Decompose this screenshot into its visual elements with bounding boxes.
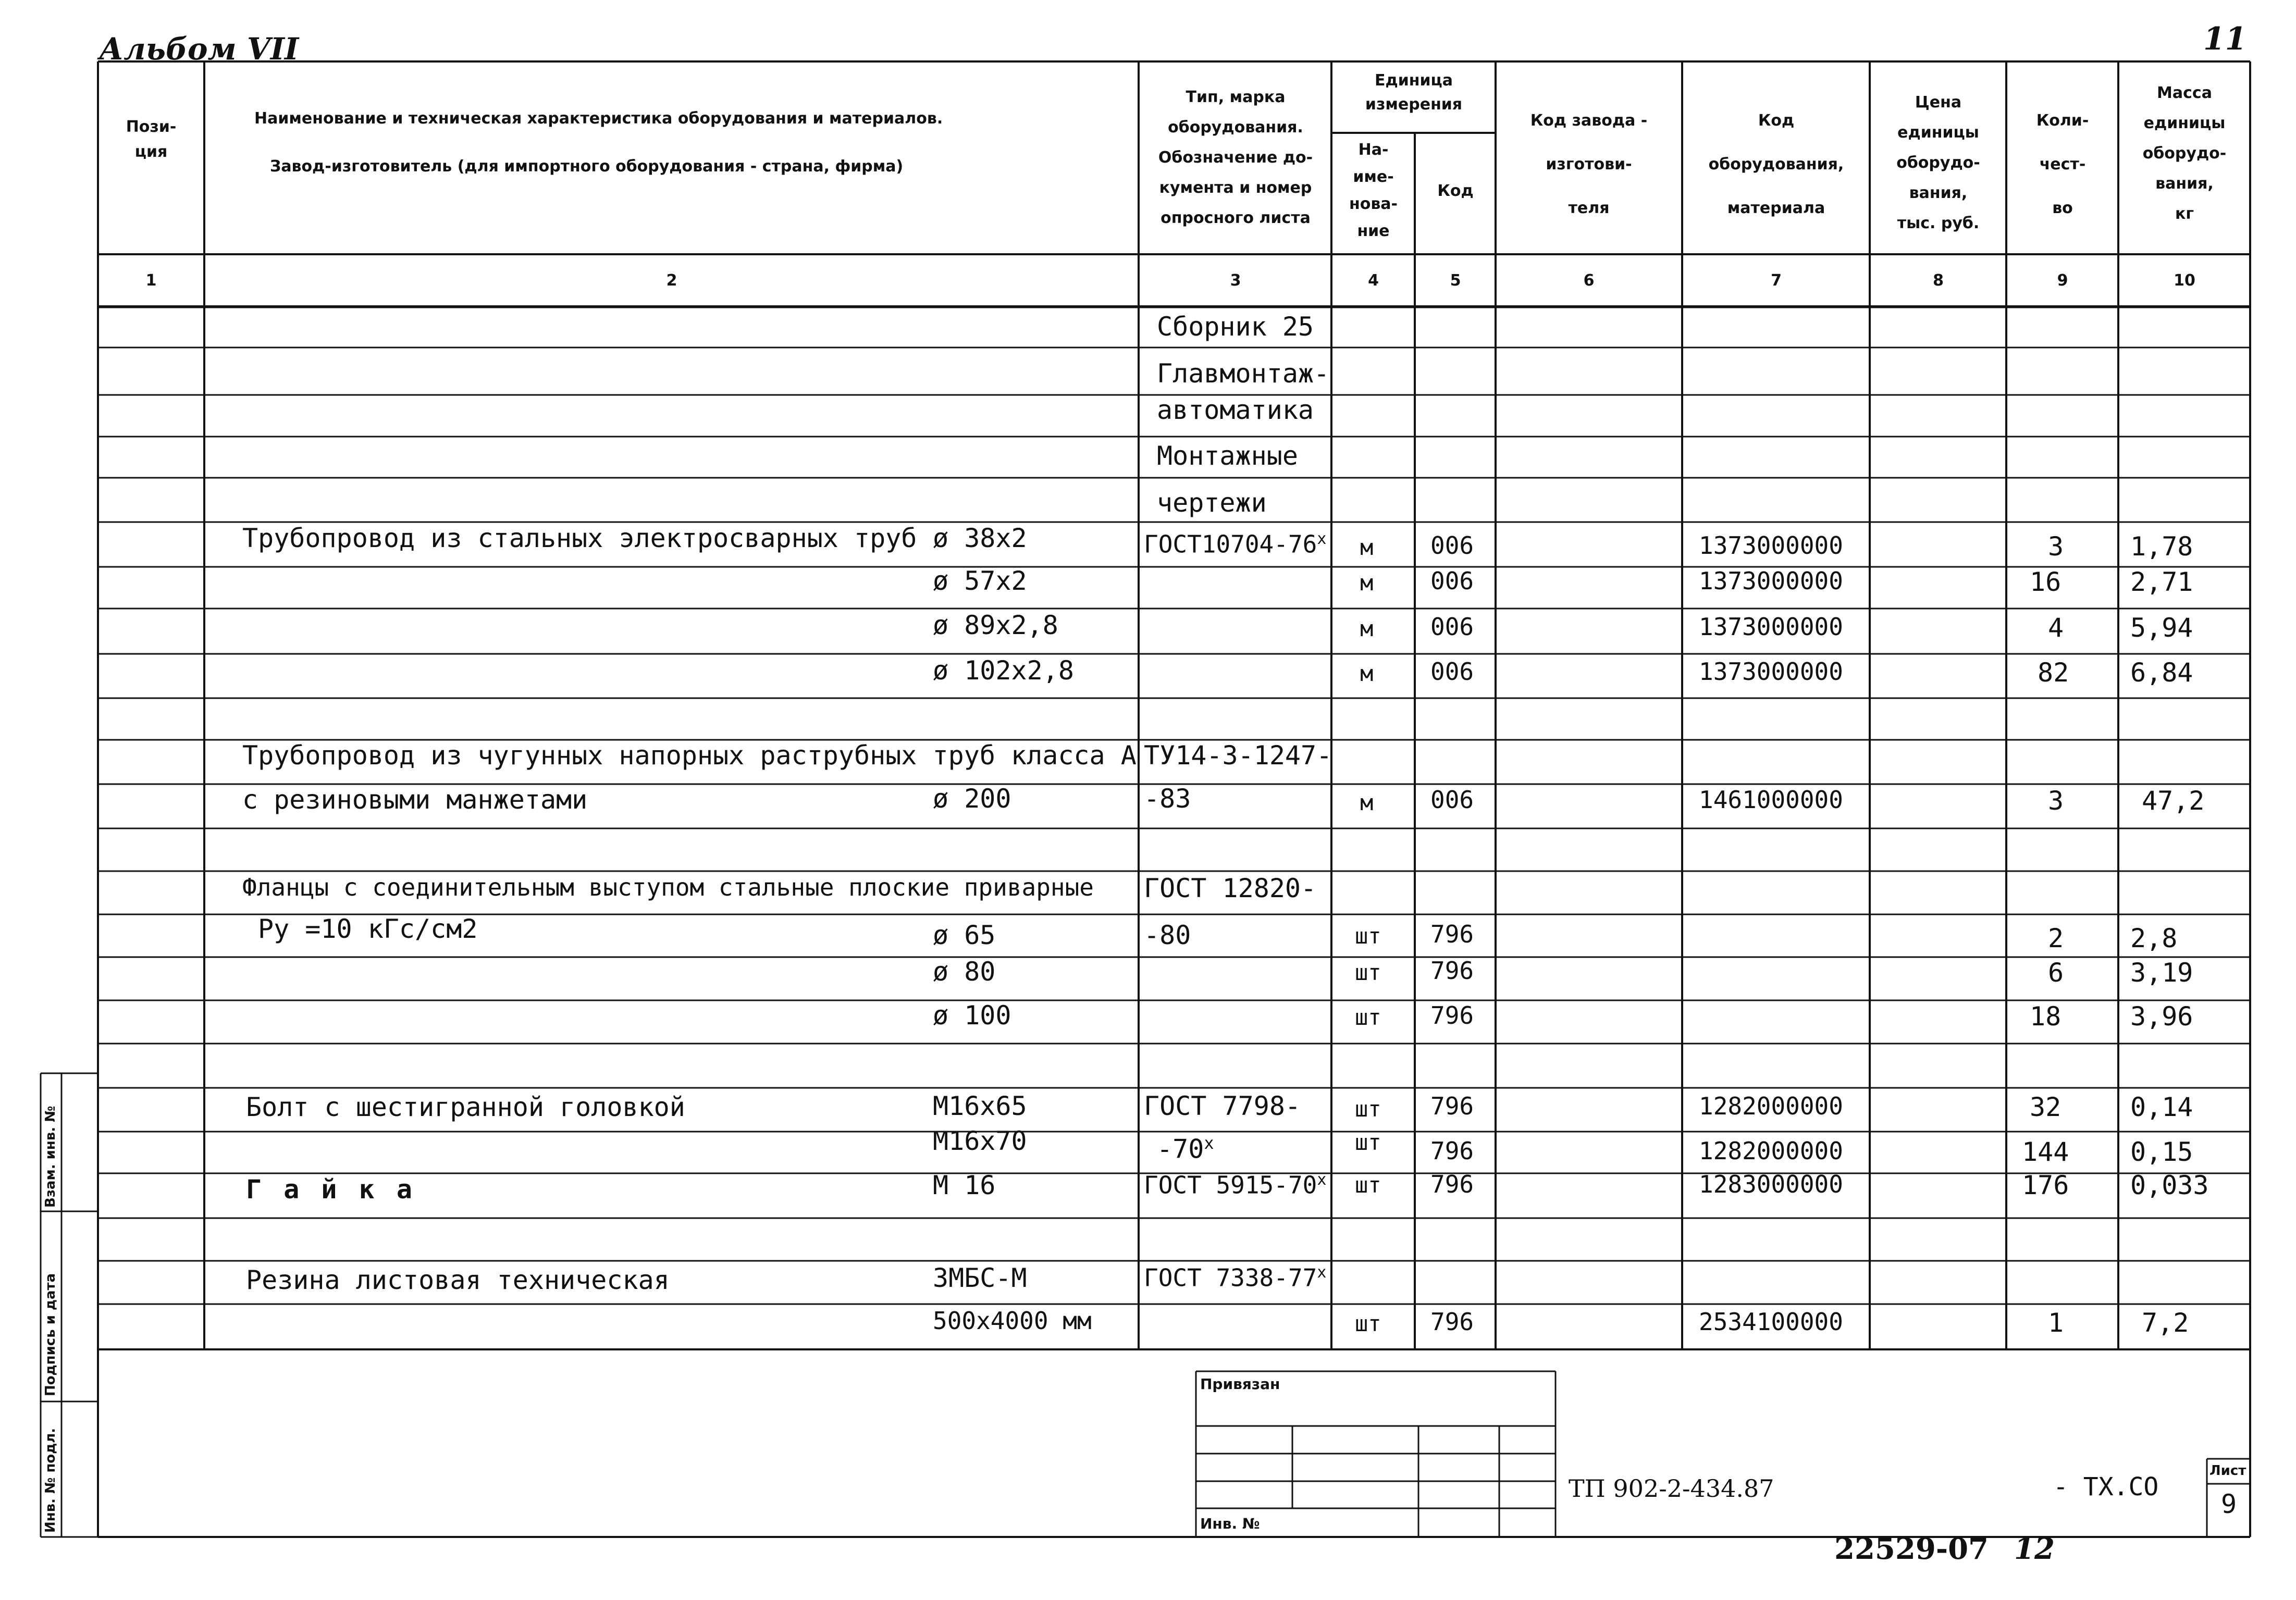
quantity: 3 (2048, 531, 2064, 562)
quantity: 32 (2030, 1092, 2062, 1122)
mass: 3,19 (2130, 958, 2193, 988)
footer-code: 22529-07 (1834, 1532, 1989, 1566)
equipment-code: 1373000000 (1699, 567, 1843, 595)
footer-page: 12 (2014, 1532, 2055, 1566)
unit-code: 006 (1430, 658, 1474, 686)
item-spec: М16x65 (933, 1091, 1027, 1121)
item-spec: М16x70 (933, 1126, 1027, 1156)
side-vzam: Взам. инв. № (43, 1106, 58, 1208)
mass: 2,8 (2130, 923, 2178, 953)
unit-code: 796 (1430, 920, 1474, 948)
mass: 5,94 (2130, 613, 2193, 643)
unit-code: 796 (1430, 957, 1474, 985)
item-name: Резина листовая техническая (246, 1265, 670, 1295)
unit-name: шт (1355, 960, 1381, 985)
header-name-line1: Наименование и техническая характеристика оборудования и материалов. (254, 109, 943, 128)
type-cell: -80 (1144, 920, 1191, 950)
type-cell: ТУ14-3-1247- (1144, 740, 1332, 771)
col-number: 9 (2057, 271, 2068, 290)
type-cell: -83 (1144, 784, 1191, 814)
quantity: 18 (2030, 1001, 2062, 1032)
equipment-code: 1373000000 (1699, 658, 1843, 686)
unit-code: 006 (1430, 786, 1474, 814)
col-number: 2 (666, 271, 677, 290)
equipment-code: 1373000000 (1699, 531, 1843, 560)
col-number: 8 (1933, 271, 1944, 290)
doc-number: ТП 902-2-434.87 (1569, 1474, 1774, 1503)
header-factory-code: Код завода - изготови- теля (1530, 111, 1648, 217)
col-number: 6 (1583, 271, 1595, 290)
mass: 0,14 (2130, 1092, 2193, 1122)
header-name-line2: Завод-изготовитель (для импортного оборудования - страна, фирма) (270, 157, 904, 176)
type-cell: -70$^x$ (1157, 1133, 1214, 1164)
item-name: Г а й к а (246, 1174, 415, 1205)
header-price: Цена единицы оборудо- вания, тыс. руб. (1896, 93, 1980, 232)
type-cell: ГОСТ 7338-77$^x$ (1144, 1263, 1327, 1292)
type-cell: ГОСТ10704-76$^x$ (1144, 530, 1327, 559)
quantity: 6 (2048, 958, 2064, 988)
item-spec: ø 80 (933, 957, 996, 987)
quantity: 144 (2022, 1137, 2069, 1167)
header-unit-name: На- име- нова- ние (1349, 141, 1398, 240)
doc-suffix: - ТХ.СО (2053, 1472, 2159, 1502)
unit-code: 796 (1430, 1170, 1474, 1198)
stamp-inv-no: Инв. № (1200, 1515, 1260, 1532)
unit-name: м (1360, 661, 1374, 686)
item-spec: М 16 (933, 1170, 996, 1200)
side-inv-podl: Инв. № подл. (43, 1428, 58, 1533)
header-type: Тип, марка оборудования. Обозначение до- кумента и номер опросного листа (1158, 88, 1313, 227)
col-number: 3 (1230, 271, 1241, 290)
item-name: Трубопровод из чугунных напорных раструбных труб класса А (242, 740, 1137, 771)
type-cell: Монтажные (1157, 441, 1298, 471)
type-cell: Главмонтаж- (1157, 358, 1330, 389)
item-spec: ø 38x2 (933, 523, 1027, 553)
equipment-code: 1282000000 (1699, 1137, 1843, 1165)
mass: 3,96 (2130, 1001, 2193, 1032)
equipment-code: 1373000000 (1699, 613, 1843, 641)
unit-code: 796 (1430, 1001, 1474, 1030)
equipment-code: 1282000000 (1699, 1092, 1843, 1120)
item-name: Ру =10 кГс/см2 (258, 914, 478, 944)
quantity: 3 (2048, 786, 2064, 816)
equipment-code: 1461000000 (1699, 786, 1843, 814)
item-name: Трубопровод из стальных электросварных труб (242, 523, 917, 553)
header-mass: Масса единицы оборудо- вания, кг (2142, 84, 2227, 223)
unit-code: 796 (1430, 1308, 1474, 1336)
item-spec: ЗМБС-М (933, 1263, 1027, 1293)
unit-name: м (1360, 616, 1374, 641)
unit-name: шт (1355, 923, 1381, 949)
unit-code: 796 (1430, 1137, 1474, 1165)
page-number: 11 (2203, 21, 2247, 57)
unit-name: шт (1355, 1172, 1381, 1198)
unit-name: м (1360, 535, 1374, 560)
mass: 0,15 (2130, 1137, 2193, 1167)
mass: 47,2 (2142, 786, 2205, 816)
unit-name: м (1360, 790, 1374, 815)
mass: 7,2 (2142, 1308, 2189, 1338)
item-spec: ø 200 (933, 784, 1011, 814)
unit-name: шт (1355, 1096, 1381, 1122)
item-name: Фланцы с соединительным выступом стальные плоские приварные (242, 873, 1094, 901)
sheet-label: Лист (2209, 1463, 2246, 1479)
col-number: 7 (1771, 271, 1782, 290)
quantity: 82 (2038, 658, 2069, 688)
sheet-number: 9 (2221, 1489, 2237, 1519)
unit-code: 796 (1430, 1092, 1474, 1120)
header-quantity: Коли- чест- во (2036, 111, 2089, 217)
header-position: Пози- ция (126, 118, 177, 161)
mass: 2,71 (2130, 567, 2193, 597)
quantity: 16 (2030, 567, 2062, 597)
quantity: 4 (2048, 613, 2064, 643)
mass: 1,78 (2130, 531, 2193, 562)
type-cell: ГОСТ 7798- (1144, 1091, 1301, 1121)
equipment-code: 2534100000 (1699, 1308, 1843, 1336)
col-number: 4 (1368, 271, 1379, 290)
stamp-privyazan: Привязан (1200, 1375, 1280, 1393)
type-cell: ГОСТ 12820- (1144, 873, 1317, 903)
item-name: с резиновыми манжетами (242, 785, 588, 815)
type-cell: Сборник 25 (1157, 312, 1314, 342)
col-number: 1 (145, 271, 157, 290)
col-number: 5 (1450, 271, 1461, 290)
unit-code: 006 (1430, 613, 1474, 641)
side-podpis: Подпись и дата (43, 1273, 58, 1396)
header-equipment-code: Код оборудования, материала (1708, 111, 1844, 217)
item-name: Болт с шестигранной головкой (246, 1092, 685, 1122)
unit-name: шт (1355, 1311, 1381, 1336)
album-label: Альбом VII (99, 31, 299, 67)
header-unit-code: Код (1437, 182, 1474, 200)
item-spec: ø 65 (933, 920, 996, 950)
header-unit-group: Единица измерения (1365, 71, 1463, 114)
quantity: 176 (2022, 1170, 2069, 1200)
item-spec: 500x4000 мм (933, 1307, 1092, 1335)
quantity: 1 (2048, 1308, 2064, 1338)
type-cell: автоматика (1157, 395, 1314, 425)
item-spec: ø 102x2,8 (933, 655, 1074, 686)
unit-name: м (1360, 570, 1374, 596)
equipment-code: 1283000000 (1699, 1170, 1843, 1198)
mass: 6,84 (2130, 658, 2193, 688)
unit-code: 006 (1430, 531, 1474, 560)
item-spec: ø 100 (933, 1000, 1011, 1031)
item-spec: ø 57x2 (933, 566, 1027, 596)
unit-code: 006 (1430, 567, 1474, 595)
unit-name: шт (1355, 1130, 1381, 1155)
col-number: 10 (2174, 271, 2195, 290)
unit-name: шт (1355, 1004, 1381, 1030)
item-spec: ø 89x2,8 (933, 610, 1058, 640)
type-cell: ГОСТ 5915-70$^x$ (1144, 1171, 1327, 1199)
mass: 0,033 (2130, 1170, 2209, 1200)
type-cell: чертежи (1157, 488, 1267, 518)
quantity: 2 (2048, 923, 2064, 953)
